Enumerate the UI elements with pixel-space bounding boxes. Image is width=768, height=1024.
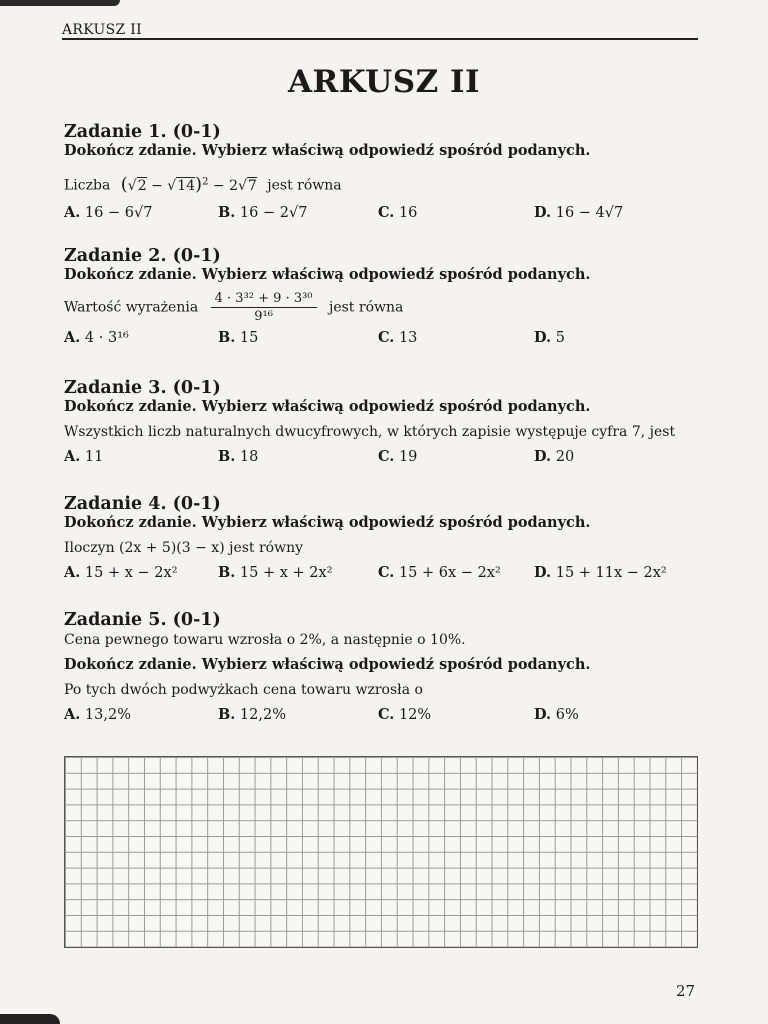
choice-b[interactable]: B. 15	[218, 329, 259, 346]
answer-choices	[64, 706, 714, 726]
choice-a[interactable]: A. 13,2%	[64, 706, 131, 723]
task-instruction: Dokończ zdanie. Wybierz właściwą odpowiedź spośród podanych.	[64, 266, 591, 283]
task-5	[64, 610, 714, 726]
statement-prefix: Wartość wyrażenia	[64, 299, 199, 316]
choice-a[interactable]: A. 11	[64, 448, 104, 465]
header-rule	[62, 38, 698, 40]
answer-choices	[64, 204, 714, 224]
task-title: Zadanie 2. (0-1)	[64, 246, 221, 266]
fraction-numerator: 4 · 3³² + 9 · 3³⁰	[211, 290, 317, 308]
page-number: 27	[676, 982, 696, 1000]
statement-prefix: Liczba	[64, 177, 111, 194]
task-statement: Iloczyn (2x + 5)(3 − x) jest równy	[64, 540, 304, 556]
answer-choices	[64, 329, 714, 349]
answer-choices	[64, 448, 714, 468]
choice-b[interactable]: B. 18	[218, 448, 259, 465]
choice-d[interactable]: D. 20	[534, 448, 575, 465]
task-title: Zadanie 3. (0-1)	[64, 378, 221, 398]
choice-c[interactable]: C. 16	[378, 203, 418, 221]
statement-suffix: jest równa	[267, 177, 342, 194]
scratch-grid	[64, 756, 698, 948]
task-instruction: Dokończ zdanie. Wybierz właściwą odpowiedź spośród podanych.	[64, 656, 591, 673]
choice-c[interactable]: C. 19	[378, 448, 418, 465]
page-edge-shadow-bottom	[0, 1014, 60, 1024]
task-context: Cena pewnego towaru wzrosła o 2%, a następnie o 10%.	[64, 632, 466, 648]
task-statement	[64, 290, 714, 325]
task-statement	[64, 172, 714, 196]
task-statement: Wszystkich liczb naturalnych dwucyfrowych, w których zapisie występuje cyfra 7, jest	[64, 424, 676, 440]
choice-c[interactable]: C. 15 + 6x − 2x²	[378, 564, 501, 581]
choice-b[interactable]: B. 16 − 2√7	[218, 203, 308, 221]
choice-d[interactable]: D. 15 + 11x − 2x²	[534, 564, 667, 581]
task-2	[64, 246, 714, 349]
task-title: Zadanie 4. (0-1)	[64, 494, 221, 514]
choice-c[interactable]: C. 12%	[378, 706, 432, 723]
task-title: Zadanie 5. (0-1)	[64, 610, 221, 630]
page-edge-shadow-top	[0, 0, 120, 6]
choice-a[interactable]: A. 16 − 6√7	[64, 203, 153, 221]
choice-c[interactable]: C. 13	[378, 329, 418, 346]
task-instruction: Dokończ zdanie. Wybierz właściwą odpowiedź spośród podanych.	[64, 514, 591, 531]
running-head: ARKUSZ II	[62, 22, 142, 38]
math-expression: $(√2 - √14)^2 - 2√7$	[120, 173, 257, 195]
answer-choices	[64, 564, 714, 584]
task-statement: Po tych dwóch podwyżkach cena towaru wzrosła o	[64, 682, 423, 698]
math-fraction	[211, 290, 317, 325]
task-instruction: Dokończ zdanie. Wybierz właściwą odpowiedź spośród podanych.	[64, 142, 591, 159]
choice-b[interactable]: B. 15 + x + 2x²	[218, 564, 333, 581]
fraction-denominator: 9¹⁶	[254, 309, 273, 324]
choice-b[interactable]: B. 12,2%	[218, 706, 286, 723]
task-1	[64, 122, 714, 224]
choice-d[interactable]: D. 6%	[534, 706, 579, 723]
task-4	[64, 494, 714, 584]
choice-d[interactable]: D. 5	[534, 329, 565, 346]
page-title: ARKUSZ II	[288, 64, 480, 100]
choice-d[interactable]: D. 16 − 4√7	[534, 203, 624, 221]
task-3	[64, 378, 714, 468]
choice-a[interactable]: A. 15 + x − 2x²	[64, 564, 178, 581]
statement-suffix: jest równa	[328, 299, 404, 316]
task-instruction: Dokończ zdanie. Wybierz właściwą odpowiedź spośród podanych.	[64, 398, 591, 415]
task-title: Zadanie 1. (0-1)	[64, 122, 221, 142]
choice-a[interactable]: A. 4 · 3¹⁶	[64, 329, 129, 346]
